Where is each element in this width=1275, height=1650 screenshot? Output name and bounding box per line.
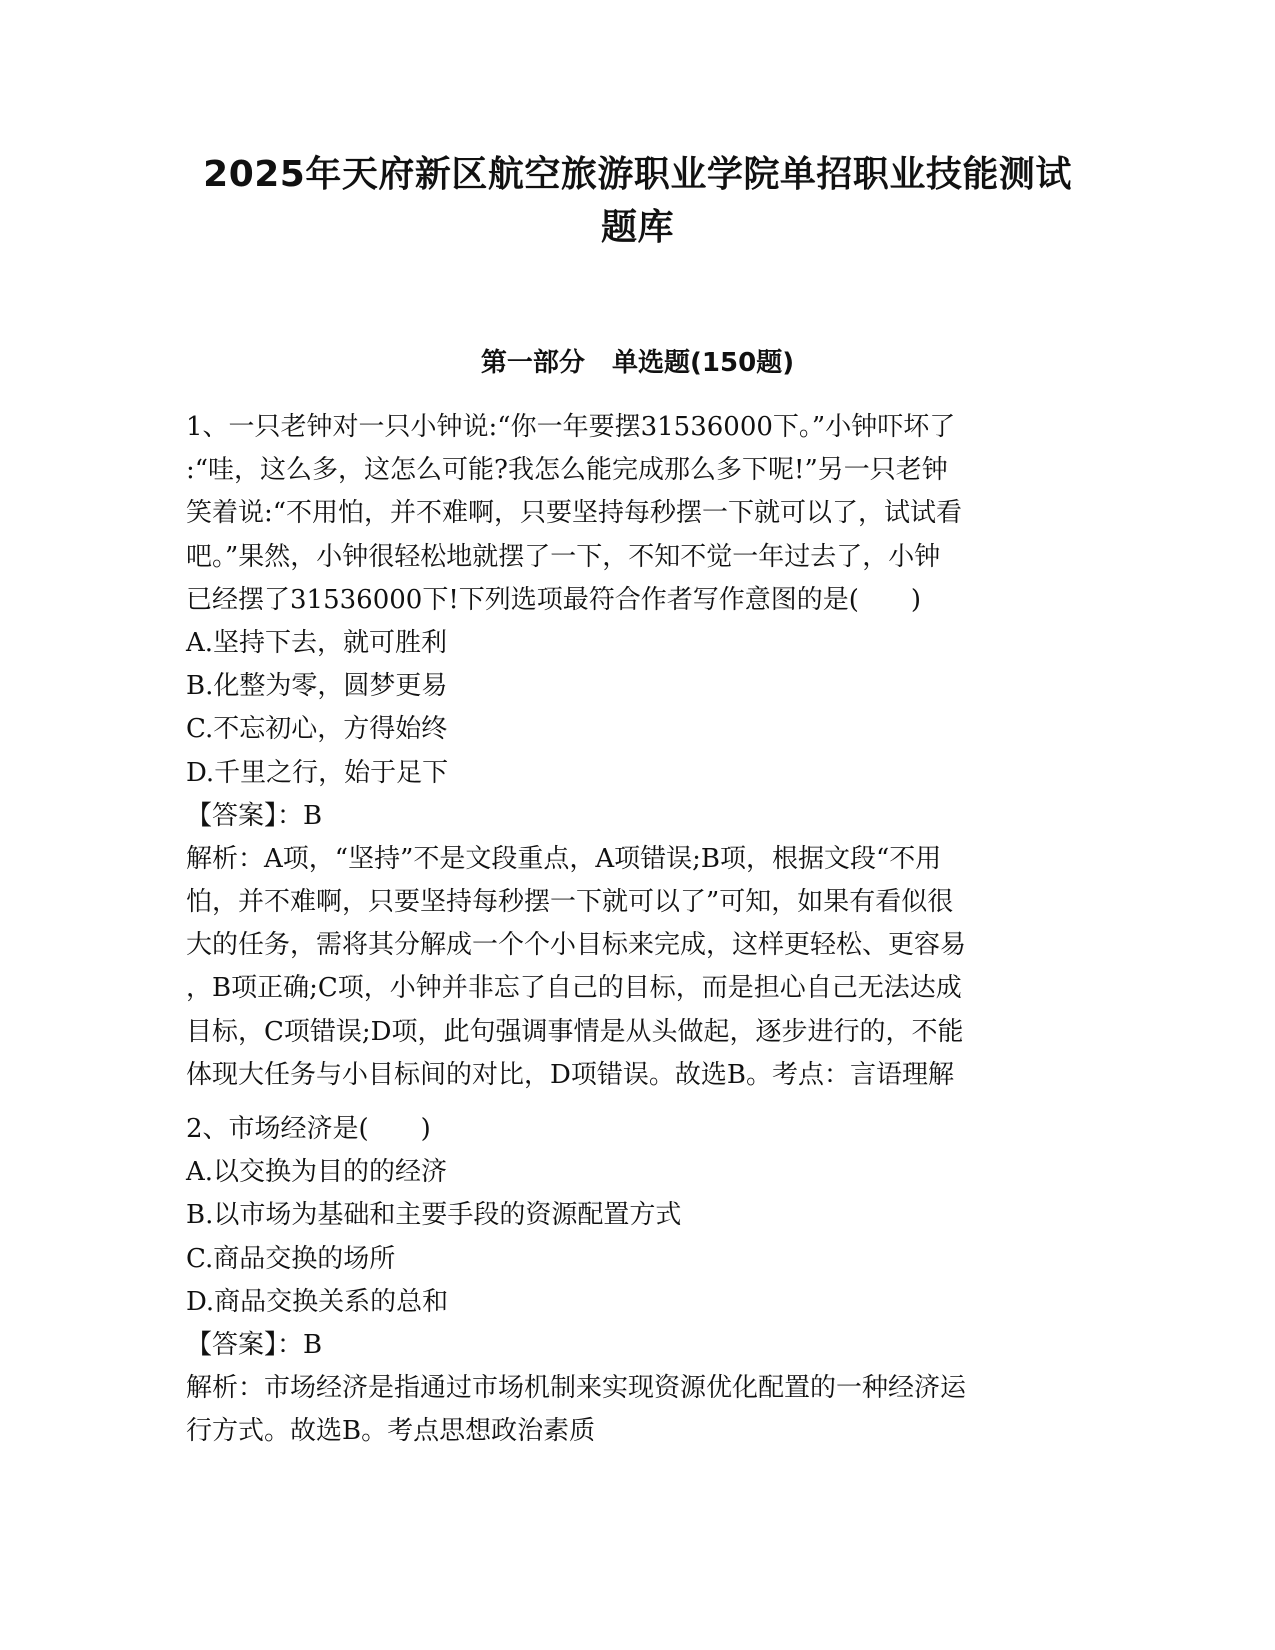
question-1-analysis-line: 大的任务，需将其分解成一个个小目标来完成，这样更轻松、更容易 <box>186 930 967 961</box>
question-2-stem-line: 2、市场经济是( ) <box>186 1114 431 1144</box>
section-title: 第一部分 单选题(150题) <box>480 348 795 378</box>
question-2-option-a: A.以交换为目的的经济 <box>186 1157 448 1188</box>
question-2 <box>186 1108 1086 1454</box>
question-1 <box>186 406 1086 1097</box>
document-title-line-2: 题库 <box>600 207 674 248</box>
question-1-analysis-line: ，B项正确;C项，小钟并非忘了自己的目标，而是担心自己无法达成 <box>186 973 962 1004</box>
question-1-stem-line: 吧。”果然，小钟很轻松地就摆了一下，不知不觉一年过去了，小钟 <box>186 541 941 572</box>
question-1-analysis-line: 解析：A项，“坚持”不是文段重点，A项错误;B项，根据文段“不用 <box>186 843 942 874</box>
question-1-option-d: D.千里之行，始于足下 <box>186 757 449 788</box>
document-title-line-1: 2025年天府新区航空旅游职业学院单招职业技能测试 <box>203 154 1072 195</box>
question-1-option-b: B.化整为零，圆梦更易 <box>186 671 448 702</box>
question-2-option-c: C.商品交换的场所 <box>186 1243 396 1274</box>
question-1-analysis-line: 怕，并不难啊，只要坚持每秒摆一下就可以了”可知，如果有看似很 <box>186 887 954 918</box>
question-separator <box>186 1097 1086 1108</box>
question-1-stem-line: 笑着说:“不用怕，并不难啊，只要坚持每秒摆一下就可以了，试试看 <box>186 498 963 529</box>
question-1-stem-line: 已经摆了31536000下!下列选项最符合作者写作意图的是( ) <box>186 584 922 615</box>
question-list <box>186 406 1086 1454</box>
question-2-analysis-line: 解析：市场经济是指通过市场机制来实现资源优化配置的一种经济运 <box>186 1373 967 1404</box>
question-1-stem-line: 1、一只老钟对一只小钟说:“你一年要摆31536000下。”小钟吓坏了 <box>186 412 956 442</box>
document-title <box>150 148 1125 254</box>
question-1-option-c: C.不忘初心，方得始终 <box>186 714 448 745</box>
question-2-analysis-line: 行方式。故选B。考点思想政治素质 <box>186 1416 596 1447</box>
question-1-analysis-line: 体现大任务与小目标间的对比，D项错误。故选B。考点：言语理解 <box>186 1059 954 1090</box>
question-1-option-a: A.坚持下去，就可胜利 <box>186 627 448 658</box>
question-2-option-d: D.商品交换关系的总和 <box>186 1286 449 1317</box>
question-1-stem-line: :“哇，这么多，这怎么可能?我怎么能完成那么多下呢!”另一只老钟 <box>186 455 948 486</box>
question-1-analysis-line: 目标，C项错误;D项，此句强调事情是从头做起，逐步进行的，不能 <box>186 1016 964 1047</box>
question-1-answer: 【答案】：B <box>186 800 323 831</box>
question-2-answer: 【答案】：B <box>186 1329 323 1360</box>
question-2-option-b: B.以市场为基础和主要手段的资源配置方式 <box>186 1200 682 1231</box>
